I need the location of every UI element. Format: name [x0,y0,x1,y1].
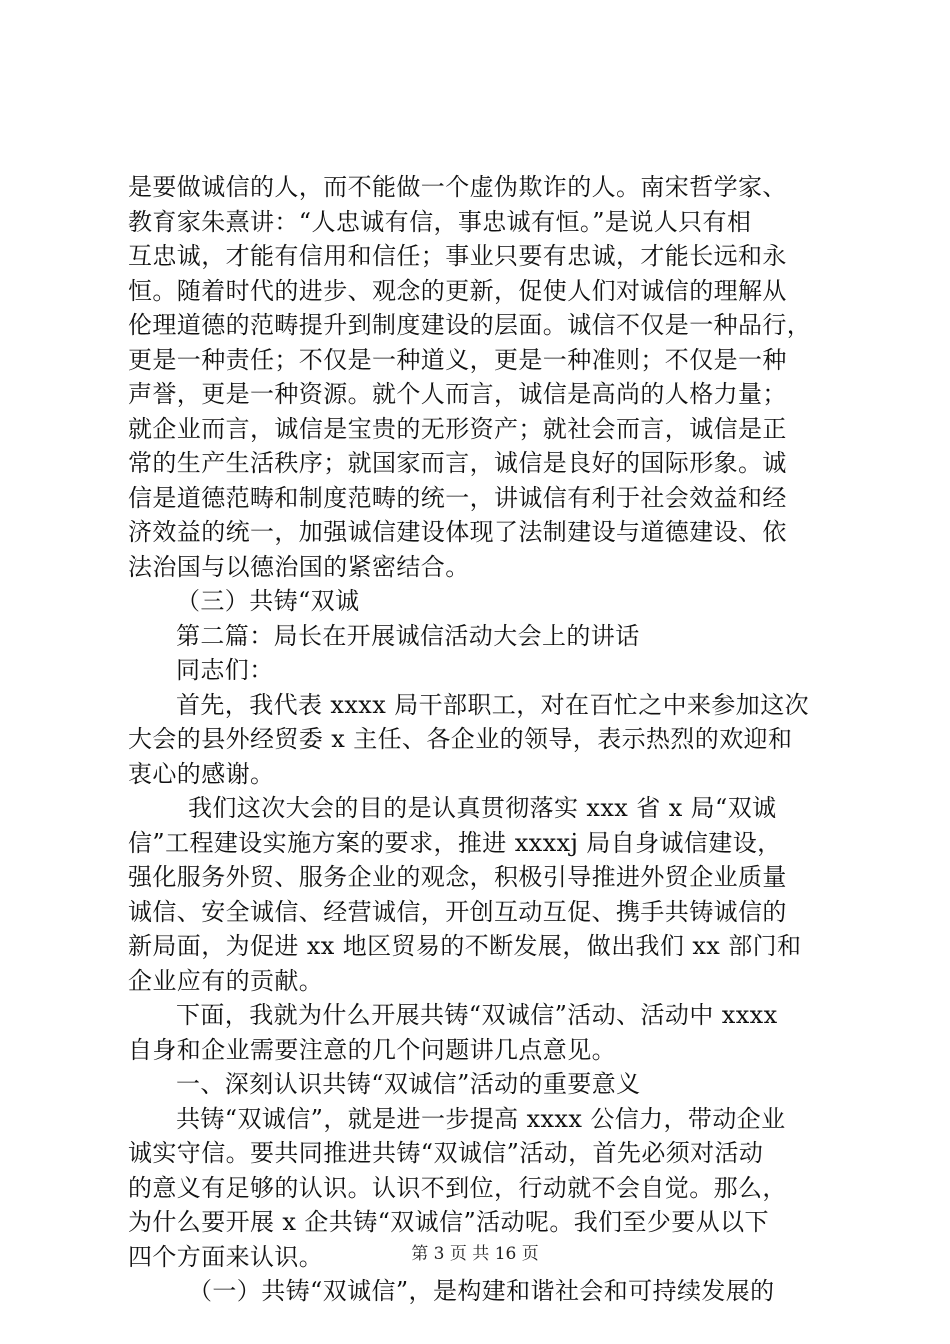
section-heading: 一、深刻认识共铸“双诚信”活动的重要意义 [176,1070,641,1098]
section-heading: （一）共铸“双诚信”，是构建和谐社会和可持续发展的 [188,1277,775,1305]
text-line: 共铸“双诚信”，就是进一步提高 xxxx 公信力，带动企业 [176,1104,786,1133]
text-line: 衷心的感谢。 [128,759,275,788]
text-line: 教育家朱熹讲：“人忠诚有信，事忠诚有恒。”是说人只有相 [128,207,752,236]
page-footer [0,1242,950,1266]
text-line: 互忠诚，才能有信用和信任；事业只要有忠诚，才能长远和永 [128,242,787,270]
salutation: 同志们： [176,656,274,684]
text-line: 法治国与以德治国的紧密结合。 [128,552,470,581]
text-line: 声誉，更是一种资源。就个人而言，诚信是高尚的人格力量； [128,380,787,408]
text-line: 强化服务外贸、服务企业的观念，积极引导推进外贸企业质量 [128,863,787,891]
text-line: 更是一种责任；不仅是一种道义，更是一种准则；不仅是一种 [128,345,787,374]
text-line: 四个方面来认识。 [128,1242,324,1271]
text-line: 济效益的统一，加强诚信建设体现了法制建设与道德建设、依 [128,518,787,546]
section-heading: （三）共铸“双诚 [176,587,360,615]
text-line: 自身和企业需要注意的几个问题讲几点意见。 [128,1035,616,1064]
text-line: 诚信、安全诚信、经营诚信，开创互动互促、携手共铸诚信的 [128,897,787,926]
text-line: 企业应有的贡献。 [128,966,324,995]
text-line: 恒。随着时代的进步、观念的更新，促使人们对诚信的理解从 [128,276,787,305]
text-line: 下面，我就为什么开展共铸“双诚信”活动、活动中 xxxx [176,1001,778,1029]
text-line: 新局面，为促进 xx 地区贸易的不断发展，做出我们 xx 部门和 [128,932,802,960]
text-line: 大会的县外经贸委 x 主任、各企业的领导，表示热烈的欢迎和 [128,725,793,753]
page-number-label: 第 3 页 共 16 页 [411,1244,539,1264]
text-line: 就企业而言，诚信是宝贵的无形资产；就社会而言，诚信是正 [128,414,787,443]
text-line: 常的生产生活秩序；就国家而言，诚信是良好的国际形象。诚 [128,449,787,477]
chapter-title: 第二篇：局长在开展诚信活动大会上的讲话 [176,621,640,650]
text-line: 信是道德范畴和制度范畴的统一，讲诚信有利于社会效益和经 [128,483,787,512]
text-line: 是要做诚信的人，而不能做一个虚伪欺诈的人。南宋哲学家、 [128,173,787,201]
text-line: 伦理道德的范畴提升到制度建设的层面。诚信不仅是一种品行， [128,311,812,339]
text-line: 为什么要开展 x 企共铸“双诚信”活动呢。我们至少要从以下 [128,1208,769,1236]
document-body [128,170,828,1309]
text-line: 信”工程建设实施方案的要求，推进 xxxxj 局自身诚信建设， [128,828,782,857]
text-line: 首先，我代表 xxxx 局干部职工，对在百忙之中来参加这次 [176,690,809,719]
text-line: 诚实守信。要共同推进共铸“双诚信”活动，首先必须对活动 [128,1139,764,1167]
text-line: 我们这次大会的目的是认真贯彻落实 xxx 省 x 局“双诚 [188,794,777,822]
text-line: 的意义有足够的认识。认识不到位，行动就不会自觉。那么， [128,1173,787,1202]
